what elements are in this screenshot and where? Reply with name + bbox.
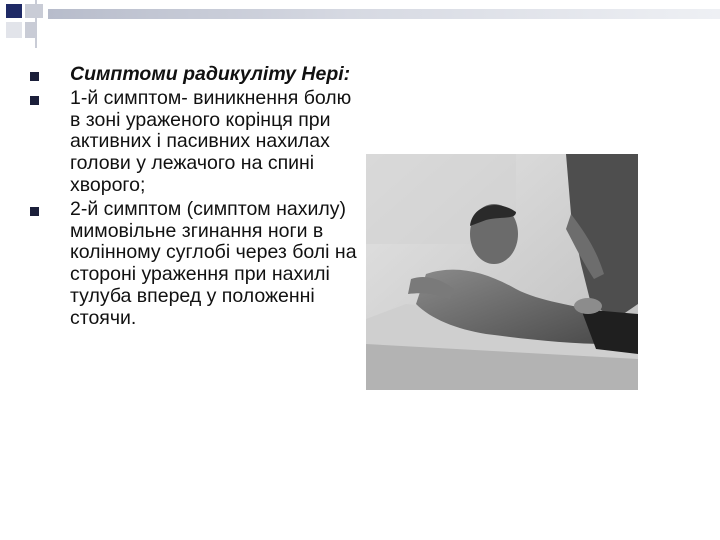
examination-photo [366, 154, 638, 390]
bullet-text: 2-й симптом (симптом нахилу) мимовільне згинання ноги в колінному суглобі через болі на стороні ураження при нахилі тулуба вперед у положенні стоячи. [70, 197, 357, 329]
decor-square-light [6, 22, 22, 38]
decor-vertical-line [35, 0, 37, 48]
decor-header-bar [48, 9, 720, 19]
bullet-symptom-1 [30, 88, 360, 197]
square-bullet-icon [30, 96, 39, 105]
decor-square-grey [25, 4, 43, 18]
bullet-text: 1-й симптом- виникнення болю в зоні ураженого корінця при активних і пасивних нахилах голови у лежачого на спині хворого; [70, 86, 352, 196]
square-bullet-icon [30, 72, 39, 81]
square-bullet-icon [30, 207, 39, 216]
bullet-symptom-2 [30, 199, 360, 330]
photo-illustration [366, 154, 638, 390]
bullet-text: Симптоми радикуліту Нері: [70, 63, 351, 85]
bullet-title [30, 64, 360, 86]
bullet-list [30, 64, 360, 332]
decor-square-dark [6, 4, 22, 18]
